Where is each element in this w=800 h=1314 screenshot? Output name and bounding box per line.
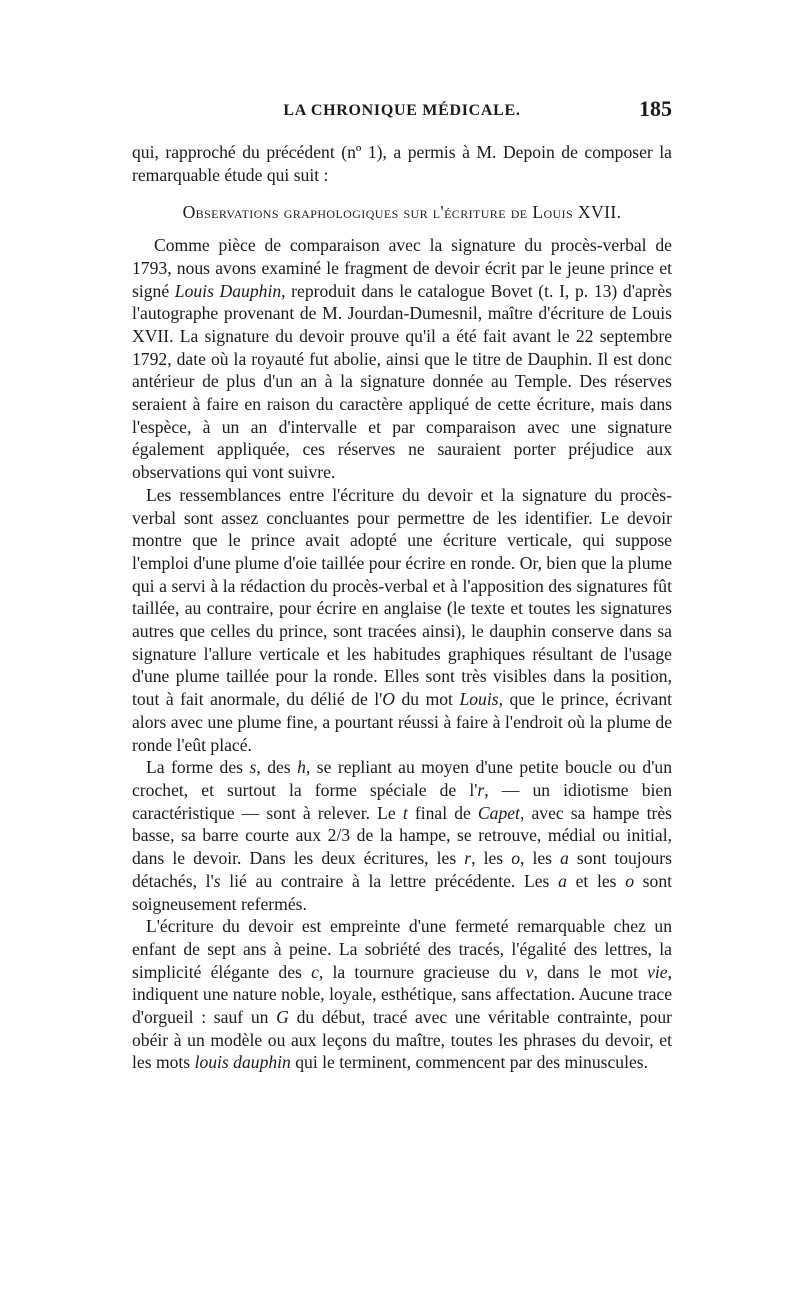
paragraph-2 [132,484,672,756]
italic-run: G [276,1007,289,1028]
text-run: , — un idiotisme bien caractéristique — sont à relever. Le [132,779,672,823]
italic-run: O [382,689,396,710]
italic-run: r [477,779,485,800]
text-run: La forme des [146,757,250,778]
italic-run: r [464,848,472,869]
text-run: et les [566,870,626,891]
section-heading: Observations graphologiques sur l'écriture de Louis XVII. [182,202,622,223]
text-run: du mot [395,689,460,710]
text-run: Comme pièce de comparaison avec la signature du procès-verbal de 1793, nous avons examiné le fragment de devoir écrit par le jeune prince et signé [132,235,672,301]
text-run: sont soigneusement refermés. [132,870,672,914]
paragraph-continuation: qui, rapproché du précédent (nº 1), a permis à M. Depoin de composer la remarquable étude qui suit : [132,142,672,185]
running-title: LA CHRONIQUE MÉDICALE. [283,102,521,119]
italic-run: s [213,870,221,891]
italic-run: h [297,757,306,778]
italic-run: a [560,848,569,869]
italic-run: s [249,757,257,778]
text-run: Les ressemblances entre l'écriture du devoir et la signature du procès-verbal sont assez concluantes pour permettre de les identifier. Le devoir montre que le prince avait adopté une écriture verticale, qui suppose l'emploi d'une plume d'oie taillée pour écrire en ronde. Or, bien que la plume qui a servi à la rédaction du procès-verbal et à l'apposition des signatures fût taillée, au contraire, pour écrire en anglaise (le texte et toutes les signatures autres que celles du prince, sont tracées ainsi), le dauphin conserve dans sa signature l'allure verticale et les habitudes graphiques résultant de l'usage d'une plume taillée pour la ronde. Elles sont très visibles dans la position, tout à fait anormale, du délié de l' [132,484,672,710]
italic-run: o [625,870,634,891]
text-run: , dans le mot [533,961,648,982]
italic-run: a [558,870,567,891]
paragraph-4 [132,915,672,1074]
text-run: , les [519,848,561,869]
page-number: 185 [639,96,672,121]
running-head [132,96,672,122]
text-run: lié au contraire à la lettre précédente. Les [220,870,559,891]
italic-run: Louis [459,689,499,710]
text-run: final de [407,802,478,823]
text-run: , que le prince, écrivant alors avec une plume fine, a pourtant réussi à faire à l'endroit où la plume de ronde l'eût placé. [132,689,672,755]
text-run: , les [471,848,512,869]
text-run: , avec sa hampe très basse, sa barre courte aux 2/3 de la hampe, se retrouve, médial ou initial, dans le devoir. Dans les deux écritures, les [132,802,673,869]
text-run: , des [256,757,298,778]
text-run: sont toujours détachés, l' [132,848,672,891]
italic-run: louis dauphin [194,1052,291,1073]
body-text [132,141,672,1074]
italic-run: vie [647,961,668,982]
text-run: , reproduit dans le catalogue Bovet (t. I, p. 13) d'après l'autographe provenant de M. Jourdan-Dumesnil, maître d'écriture de Louis XVII. La signature du devoir prouve qu'il a été fait avant le 22 septembre 1792, date où la royauté fut abolie, ainsi que le titre de Dauphin. Il est donc antérieur de plus d'un an à la signature donnée au Temple. Des réserves seraient à faire en raison du caractère appliqué de cette écriture, mais dans l'espèce, à un an d'intervalle et par comparaison avec une signature également appliquée, ces réserves ne sauraient porter préjudice aux observations qui vont suivre. [132,280,673,483]
text-run: du début, tracé avec une véritable contrainte, pour obéir à un modèle ou aux leçons du maître, toutes les phrases du devoir, et les mots [132,1007,672,1073]
text-run: , se repliant au moyen d'une petite boucle ou d'un crochet, et surtout la forme spéciale de l' [132,757,672,800]
italic-run: Capet [477,802,520,823]
text-run: qui le terminent, commencent par des minuscules. [290,1052,649,1073]
italic-run: v [525,961,534,982]
text-run: L'écriture du devoir est empreinte d'une fermeté remarquable chez un enfant de sept ans à peine. La sobriété des tracés, l'égalité des lettres, la simplicité élégante des [132,916,672,982]
italic-run: c [311,961,319,982]
italic-run: o [511,848,520,869]
paragraph-1 [132,234,672,484]
paragraph-3 [132,756,672,915]
italic-run: Louis Dauphin [174,280,282,301]
text-run: , la tournure gracieuse du [318,961,526,982]
text-run: , indiquent une nature noble, loyale, esthétique, sans affectation. Aucune trace d'orgueil : sauf un [132,961,672,1028]
italic-run: t [402,802,408,823]
